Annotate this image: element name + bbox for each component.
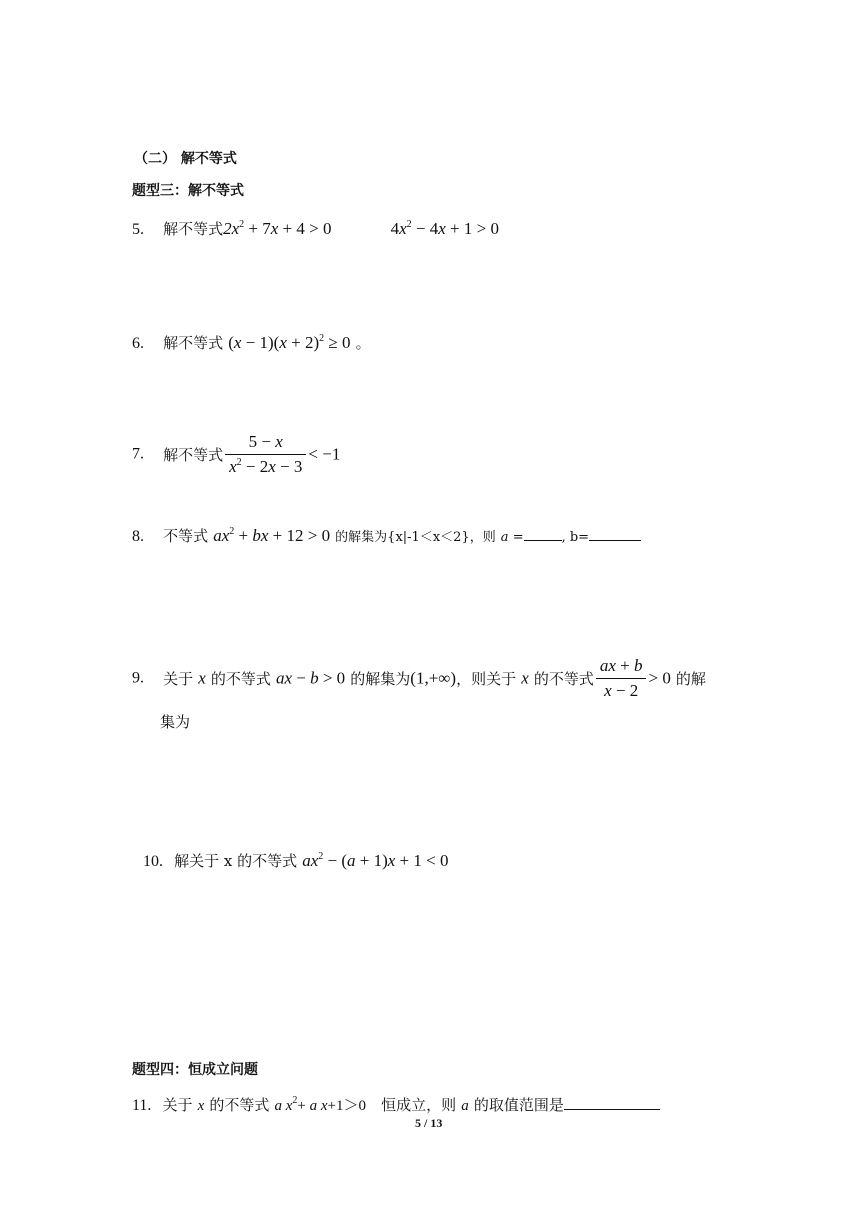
inequality: $ax^2$ + bx + 12 > 0	[213, 526, 331, 545]
question-11	[132, 1094, 660, 1115]
inequality: a $x^2+ a$ x+1＞0	[274, 1095, 367, 1114]
inequality: $(x - 1)(x + 2)^2 \ge 0$	[228, 333, 351, 352]
question-10	[143, 850, 448, 871]
fraction	[596, 656, 647, 701]
answer-blank[interactable]	[564, 1095, 660, 1110]
interval: (1,+∞)	[410, 668, 457, 688]
fraction	[225, 432, 306, 477]
question-7	[132, 432, 340, 477]
question-text-4: ，则关于	[456, 670, 517, 688]
question-9-line-2: 集为	[160, 713, 191, 731]
question-text-2: 的不等式	[210, 670, 271, 688]
question-text-3: 的解集为	[350, 670, 411, 688]
question-text: 解不等式	[163, 446, 224, 464]
question-8	[132, 525, 641, 546]
variable-x: x	[197, 1098, 205, 1114]
question-text-2: 的不等式	[209, 1096, 270, 1114]
question-text-6: 的解	[675, 670, 706, 688]
question-text: 解关于 x 的不等式	[174, 852, 298, 870]
inequality-1: ax − b > 0	[275, 668, 346, 688]
question-text-1: 关于	[163, 670, 194, 688]
inequality-rhs: > 0	[648, 668, 671, 688]
inequality-1: $2x^2 + 7x + 4 > 0$	[223, 219, 332, 238]
page-number: 5 / 13	[415, 1116, 443, 1130]
question-6	[132, 332, 371, 353]
question-number: 8.	[132, 528, 144, 545]
question-9	[132, 656, 706, 701]
fraction-numerator: 5 − x	[225, 432, 306, 455]
inequality-2: $4x^2 - 4x + 1 > 0$	[390, 219, 499, 238]
variable-x: x	[198, 668, 206, 688]
fraction-numerator: ax + b	[596, 656, 647, 679]
question-text-5: 的不等式	[533, 670, 594, 688]
type4-heading: 题型四：恒成立问题	[132, 1062, 258, 1078]
b-label: , b=	[561, 530, 590, 545]
answer-blank-b[interactable]	[589, 526, 641, 541]
question-text-4: 的取值范围是	[473, 1096, 564, 1114]
question-number: 9.	[132, 669, 144, 687]
question-text-1: 关于	[162, 1096, 193, 1114]
fraction-denominator: $x^2 - 2x - 3$	[229, 457, 303, 476]
question-number: 7.	[132, 445, 144, 463]
sentence-end: 。	[355, 334, 371, 352]
variable-x-2: x	[521, 668, 529, 688]
solution-set-text: 的解集为{x|-1＜x＜2}，则	[335, 530, 496, 545]
variable-a: a	[461, 1098, 469, 1114]
question-number: 6.	[132, 335, 144, 352]
question-text: 解不等式	[163, 220, 224, 238]
a-label: a =	[500, 530, 524, 545]
question-text-3: 恒成立，则	[381, 1096, 457, 1114]
fraction-denominator: x − 2	[604, 681, 639, 700]
type3-heading: 题型三：解不等式	[132, 183, 244, 199]
question-text: 不等式	[163, 527, 209, 545]
section-heading: （二） 解不等式	[134, 151, 237, 167]
inequality: $ax^2 - (a + 1)x + 1 < 0$	[302, 851, 449, 870]
question-number: 10.	[143, 853, 163, 870]
answer-blank-a[interactable]	[524, 526, 562, 541]
question-number: 11.	[132, 1097, 152, 1114]
question-text: 解不等式	[163, 334, 224, 352]
inequality-rhs: < −1	[308, 444, 341, 464]
question-number: 5.	[132, 221, 144, 238]
question-5	[132, 218, 499, 239]
